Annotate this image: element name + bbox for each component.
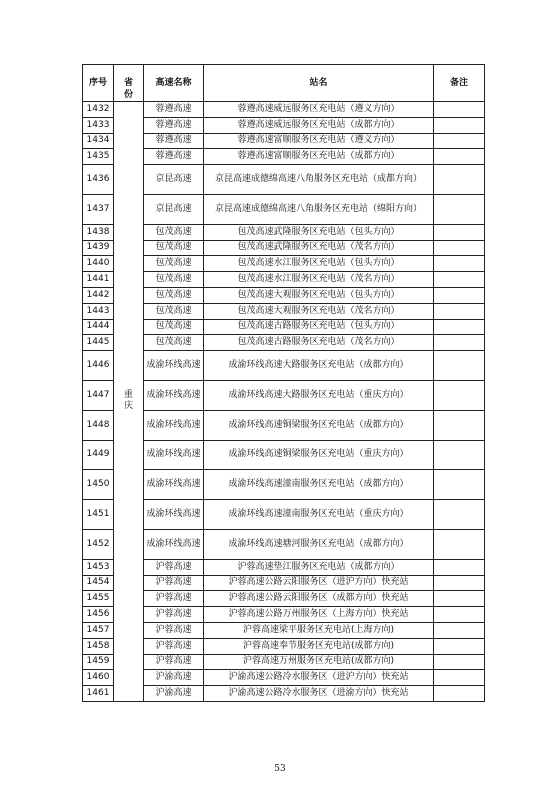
row-number: 1459	[83, 654, 114, 670]
highway-name: 包茂高速	[144, 303, 204, 319]
highway-name: 京昆高速	[144, 194, 204, 224]
highway-name: 成渝环线高速	[144, 470, 204, 500]
row-number: 1442	[83, 287, 114, 303]
station-name: 包茂高速水江服务区充电站（茂名方向）	[204, 272, 434, 288]
highway-name: 包茂高速	[144, 287, 204, 303]
station-name: 沪蓉高速垫江服务区充电站（成都方向）	[204, 559, 434, 575]
highway-name: 蓉遵高速	[144, 102, 204, 118]
station-name: 京昆高速成德绵高速八角服务区充电站（绵阳方向）	[204, 194, 434, 224]
remark-cell	[434, 670, 485, 686]
row-number: 1446	[83, 351, 114, 381]
highway-name: 包茂高速	[144, 335, 204, 351]
table-row	[83, 529, 485, 559]
remark-cell	[434, 319, 485, 335]
highway-name: 包茂高速	[144, 272, 204, 288]
header-no: 序号	[83, 65, 114, 102]
station-name: 成渝环线高速塘河服务区充电站（成都方向）	[204, 529, 434, 559]
table-row	[83, 559, 485, 575]
row-number: 1451	[83, 500, 114, 530]
table-row	[83, 117, 485, 133]
station-name: 包茂高速武隆服务区充电站（包头方向）	[204, 224, 434, 240]
row-number: 1432	[83, 102, 114, 118]
highway-name: 京昆高速	[144, 165, 204, 195]
highway-name: 沪蓉高速	[144, 638, 204, 654]
station-name: 沪蓉高速梁平服务区充电站(上海方向)	[204, 622, 434, 638]
remark-cell	[434, 194, 485, 224]
station-table	[82, 64, 485, 702]
table-row	[83, 440, 485, 470]
table-row	[83, 380, 485, 410]
table-row	[83, 224, 485, 240]
row-number: 1461	[83, 686, 114, 702]
remark-cell	[434, 559, 485, 575]
station-name: 成渝环线高速大路服务区充电站（成都方向）	[204, 351, 434, 381]
table-row	[83, 102, 485, 118]
table-row	[83, 670, 485, 686]
table-row	[83, 622, 485, 638]
table-row	[83, 607, 485, 623]
header-highway: 高速名称	[144, 65, 204, 102]
remark-cell	[434, 303, 485, 319]
row-number: 1444	[83, 319, 114, 335]
highway-name: 沪蓉高速	[144, 591, 204, 607]
station-name: 蓉遵高速富顺服务区充电站（成都方向）	[204, 149, 434, 165]
table-row	[83, 575, 485, 591]
remark-cell	[434, 638, 485, 654]
province-cell: 重 庆	[114, 102, 144, 702]
row-number: 1448	[83, 410, 114, 440]
station-name: 包茂高速水江服务区充电站（包头方向）	[204, 256, 434, 272]
row-number: 1433	[83, 117, 114, 133]
highway-name: 成渝环线高速	[144, 380, 204, 410]
remark-cell	[434, 102, 485, 118]
station-name: 沪蓉高速奉节服务区充电站(成都方向)	[204, 638, 434, 654]
header-remark: 备注	[434, 65, 485, 102]
highway-name: 沪蓉高速	[144, 559, 204, 575]
station-name: 包茂高速大观服务区充电站（茂名方向）	[204, 303, 434, 319]
row-number: 1454	[83, 575, 114, 591]
table-row	[83, 470, 485, 500]
highway-name: 包茂高速	[144, 224, 204, 240]
station-name: 蓉遵高速富顺服务区充电站（遵义方向）	[204, 133, 434, 149]
highway-name: 蓉遵高速	[144, 133, 204, 149]
highway-name: 蓉遵高速	[144, 117, 204, 133]
row-number: 1434	[83, 133, 114, 149]
remark-cell	[434, 287, 485, 303]
table-row	[83, 272, 485, 288]
remark-cell	[434, 607, 485, 623]
station-name: 成渝环线高速潼南服务区充电站（成都方向）	[204, 470, 434, 500]
remark-cell	[434, 256, 485, 272]
highway-name: 成渝环线高速	[144, 440, 204, 470]
row-number: 1455	[83, 591, 114, 607]
highway-name: 成渝环线高速	[144, 351, 204, 381]
remark-cell	[434, 133, 485, 149]
table-row	[83, 351, 485, 381]
highway-name: 蓉遵高速	[144, 149, 204, 165]
table-header-row	[83, 65, 485, 102]
row-number: 1452	[83, 529, 114, 559]
highway-name: 沪蓉高速	[144, 654, 204, 670]
remark-cell	[434, 351, 485, 381]
remark-cell	[434, 529, 485, 559]
table-row	[83, 149, 485, 165]
row-number: 1441	[83, 272, 114, 288]
station-name: 蓉遵高速威远服务区充电站（成都方向）	[204, 117, 434, 133]
row-number: 1450	[83, 470, 114, 500]
table-row	[83, 410, 485, 440]
table-body	[83, 102, 485, 702]
table-row	[83, 240, 485, 256]
highway-name: 包茂高速	[144, 256, 204, 272]
row-number: 1445	[83, 335, 114, 351]
row-number: 1438	[83, 224, 114, 240]
station-name: 包茂高速古路服务区充电站（包头方向）	[204, 319, 434, 335]
station-name: 沪蓉高速公路云阳服务区（成都方向）快充站	[204, 591, 434, 607]
station-name: 沪渝高速公路冷水服务区（进沪方向）快充站	[204, 670, 434, 686]
remark-cell	[434, 335, 485, 351]
table-row	[83, 133, 485, 149]
row-number: 1440	[83, 256, 114, 272]
table-row	[83, 256, 485, 272]
highway-name: 沪渝高速	[144, 670, 204, 686]
highway-name: 沪蓉高速	[144, 607, 204, 623]
table-row	[83, 638, 485, 654]
row-number: 1447	[83, 380, 114, 410]
highway-name: 成渝环线高速	[144, 529, 204, 559]
row-number: 1460	[83, 670, 114, 686]
remark-cell	[434, 272, 485, 288]
row-number: 1453	[83, 559, 114, 575]
remark-cell	[434, 117, 485, 133]
remark-cell	[434, 149, 485, 165]
row-number: 1439	[83, 240, 114, 256]
remark-cell	[434, 440, 485, 470]
remark-cell	[434, 380, 485, 410]
remark-cell	[434, 500, 485, 530]
highway-name: 成渝环线高速	[144, 410, 204, 440]
highway-name: 沪渝高速	[144, 686, 204, 702]
table-row	[83, 591, 485, 607]
table-row	[83, 319, 485, 335]
row-number: 1443	[83, 303, 114, 319]
remark-cell	[434, 591, 485, 607]
station-name: 沪蓉高速公路云阳服务区（进沪方向）快充站	[204, 575, 434, 591]
table-row	[83, 303, 485, 319]
row-number: 1457	[83, 622, 114, 638]
station-name: 包茂高速古路服务区充电站（茂名方向）	[204, 335, 434, 351]
table-row	[83, 287, 485, 303]
header-station: 站名	[204, 65, 434, 102]
station-name: 成渝环线高速大路服务区充电站（重庆方向）	[204, 380, 434, 410]
table-row	[83, 165, 485, 195]
remark-cell	[434, 240, 485, 256]
header-province-label: 省 份	[123, 78, 133, 100]
row-number: 1449	[83, 440, 114, 470]
row-number: 1435	[83, 149, 114, 165]
highway-name: 沪蓉高速	[144, 575, 204, 591]
highway-name: 包茂高速	[144, 240, 204, 256]
highway-name: 包茂高速	[144, 319, 204, 335]
station-name: 成渝环线高速铜梁服务区充电站（重庆方向）	[204, 440, 434, 470]
remark-cell	[434, 622, 485, 638]
remark-cell	[434, 410, 485, 440]
row-number: 1456	[83, 607, 114, 623]
remark-cell	[434, 470, 485, 500]
table-row	[83, 500, 485, 530]
table-row	[83, 654, 485, 670]
station-name: 沪蓉高速公路万州服务区（上海方向）快充站	[204, 607, 434, 623]
highway-name: 成渝环线高速	[144, 500, 204, 530]
remark-cell	[434, 224, 485, 240]
highway-name: 沪蓉高速	[144, 622, 204, 638]
remark-cell	[434, 165, 485, 195]
station-name: 蓉遵高速威远服务区充电站（遵义方向）	[204, 102, 434, 118]
station-name: 沪蓉高速万州服务区充电站(成都方向)	[204, 654, 434, 670]
station-name: 成渝环线高速潼南服务区充电站（重庆方向）	[204, 500, 434, 530]
remark-cell	[434, 654, 485, 670]
station-name: 京昆高速成德绵高速八角服务区充电站（成都方向）	[204, 165, 434, 195]
remark-cell	[434, 575, 485, 591]
station-name: 包茂高速大观服务区充电站（包头方向）	[204, 287, 434, 303]
row-number: 1436	[83, 165, 114, 195]
table-row	[83, 686, 485, 702]
row-number: 1458	[83, 638, 114, 654]
remark-cell	[434, 686, 485, 702]
station-name: 沪渝高速公路冷水服务区（进渝方向）快充站	[204, 686, 434, 702]
station-name: 成渝环线高速铜梁服务区充电站（成都方向）	[204, 410, 434, 440]
row-number: 1437	[83, 194, 114, 224]
table-row	[83, 335, 485, 351]
header-province	[114, 65, 144, 102]
station-name: 包茂高速武隆服务区充电站（茂名方向）	[204, 240, 434, 256]
table-row	[83, 194, 485, 224]
page-number: 53	[274, 764, 286, 774]
